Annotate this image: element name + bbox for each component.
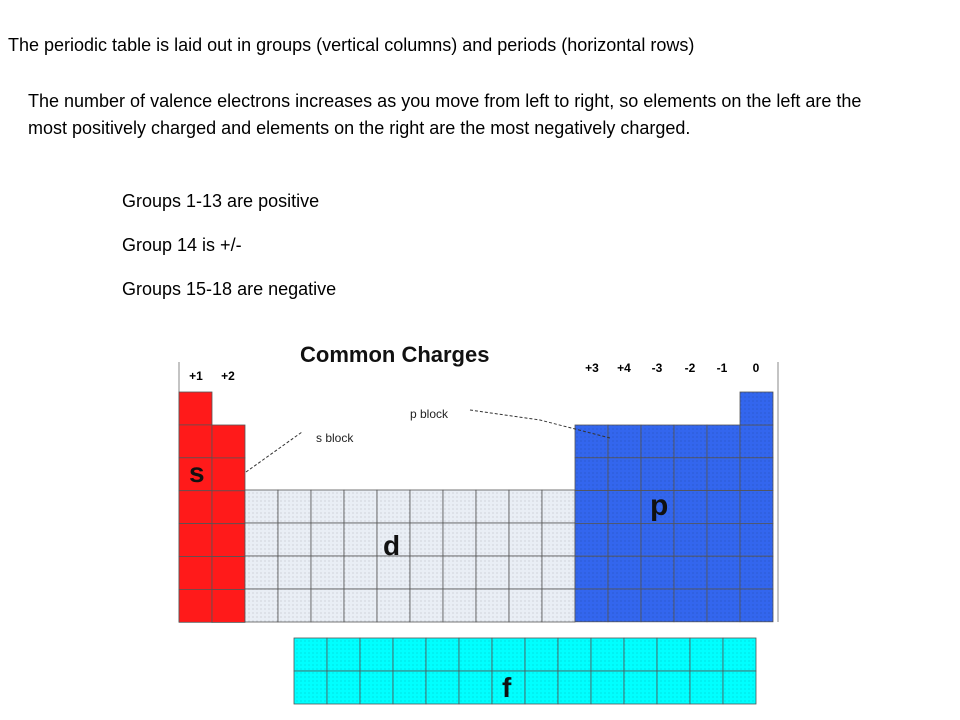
f-block-cell-texture	[459, 671, 492, 704]
p-block-cell-texture	[641, 556, 674, 589]
p-block-cell-texture	[707, 425, 740, 458]
f-block-cell-texture	[591, 671, 624, 704]
d-block-cell-texture	[278, 523, 311, 556]
p-block-cell-texture	[575, 556, 608, 589]
p-block-cell-texture	[575, 491, 608, 524]
d-block-cell-texture	[443, 523, 476, 556]
s-block-cell	[212, 491, 245, 524]
block-letter-s: s	[189, 457, 205, 488]
f-block-cell-texture	[657, 638, 690, 671]
s-block-cell	[212, 524, 245, 557]
s-block-cell	[179, 392, 212, 425]
block-letter-d: d	[383, 530, 401, 561]
d-block-cell-texture	[278, 556, 311, 589]
p-block-cell-texture	[575, 589, 608, 622]
f-block-cell-texture	[723, 671, 756, 704]
f-block-cell-texture	[360, 638, 393, 671]
s-block-cell	[179, 524, 212, 557]
f-block-cell-texture	[459, 638, 492, 671]
d-block-cell-texture	[542, 556, 575, 589]
block-letter-p: p	[650, 489, 669, 522]
p-block-cell-texture	[641, 425, 674, 458]
bullet-neutral: Group 14 is +/-	[122, 235, 242, 255]
f-block-cell-texture	[591, 638, 624, 671]
f-block-cell-texture	[393, 638, 426, 671]
p-block-cell-texture	[740, 458, 773, 491]
d-block-cell-texture	[377, 490, 410, 523]
f-block-cell-texture	[690, 638, 723, 671]
p-block-cell-texture	[641, 523, 674, 556]
f-block-cell-texture	[426, 671, 459, 704]
s-block-cell	[179, 589, 212, 622]
d-block-cell-texture	[476, 523, 509, 556]
p-block-cell-texture	[707, 589, 740, 622]
charge-label-plus2: +2	[221, 369, 235, 383]
s-block-label: s block	[316, 431, 354, 445]
charge-label-plus4: +4	[617, 361, 631, 375]
d-block-cell-texture	[344, 556, 377, 589]
p-block-cell-texture	[740, 589, 773, 622]
diagram-title: Common Charges	[300, 342, 490, 367]
s-block-cell	[179, 491, 212, 524]
p-block-cell-texture	[707, 523, 740, 556]
d-block-cell-texture	[344, 490, 377, 523]
d-block-cell-texture	[476, 556, 509, 589]
p-block-cell-texture	[740, 392, 773, 425]
d-block-cell-texture	[509, 523, 542, 556]
d-block-cell-texture	[542, 523, 575, 556]
d-block-cell-texture	[245, 556, 278, 589]
s-block-cell	[212, 557, 245, 590]
p-block-cell-texture	[674, 556, 707, 589]
block-letter-f: f	[502, 672, 512, 703]
d-block-cell-texture	[311, 589, 344, 622]
d-block-cell-texture	[311, 556, 344, 589]
bullet-positive: Groups 1-13 are positive	[122, 191, 320, 211]
table-cells	[179, 392, 773, 704]
p-block-cell-texture	[641, 458, 674, 491]
d-block-cell-texture	[278, 589, 311, 622]
p-block-cell-texture	[608, 425, 641, 458]
f-block-cell-texture	[525, 638, 558, 671]
p-block-cell-texture	[641, 589, 674, 622]
d-block-cell-texture	[245, 589, 278, 622]
s-block-cell	[212, 590, 245, 623]
p-block-cell-texture	[740, 491, 773, 524]
f-block-cell-texture	[327, 671, 360, 704]
f-block-cell-texture	[624, 671, 657, 704]
p-block-cell-texture	[707, 491, 740, 524]
p-block-cell-texture	[740, 556, 773, 589]
d-block-cell-texture	[509, 556, 542, 589]
p-block-cell-texture	[707, 556, 740, 589]
p-block-cell-texture	[608, 523, 641, 556]
f-block-cell-texture	[624, 638, 657, 671]
d-block-cell-texture	[443, 589, 476, 622]
d-block-cell-texture	[377, 589, 410, 622]
p-block-label: p block	[410, 407, 449, 421]
f-block-cell-texture	[558, 638, 591, 671]
p-block-cell-texture	[575, 523, 608, 556]
f-block-cell-texture	[294, 638, 327, 671]
p-block-cell-texture	[608, 491, 641, 524]
charge-label-minus1: -1	[716, 361, 728, 375]
f-block-cell-texture	[723, 638, 756, 671]
p-block-cell-texture	[575, 458, 608, 491]
f-block-cell-texture	[426, 638, 459, 671]
bullet-negative: Groups 15-18 are negative	[122, 279, 337, 299]
s-block-cell	[212, 458, 245, 491]
f-block-cell-texture	[360, 671, 393, 704]
d-block-cell-texture	[311, 523, 344, 556]
f-block-cell-texture	[294, 671, 327, 704]
charge-label-zero: 0	[752, 361, 760, 375]
p-block-cell-texture	[608, 458, 641, 491]
s-block-cell	[212, 425, 245, 458]
intro-text: The periodic table is laid out in groups (vertical columns) and periods (horizontal rows)	[8, 35, 695, 55]
p-block-cell-texture	[608, 589, 641, 622]
s-block-leader-line	[246, 432, 302, 472]
d-block-cell-texture	[509, 490, 542, 523]
d-block-cell-texture	[410, 490, 443, 523]
d-block-cell-texture	[278, 490, 311, 523]
p-block-cell-texture	[608, 556, 641, 589]
p-block-cell-texture	[674, 425, 707, 458]
d-block-cell-texture	[245, 523, 278, 556]
f-block-cell-texture	[492, 638, 525, 671]
d-block-cell-texture	[542, 589, 575, 622]
f-block-cell-texture	[327, 638, 360, 671]
f-block-cell-texture	[657, 671, 690, 704]
p-block-cell-texture	[740, 425, 773, 458]
charge-label-minus2: -2	[684, 361, 696, 375]
valence-paragraph: The number of valence electrons increases as you move from left to right, so elements on the left are the most positively charged and elements on the right are the most negatively charged.	[28, 91, 862, 138]
charge-label-plus3: +3	[585, 361, 599, 375]
d-block-cell-texture	[476, 589, 509, 622]
d-block-cell-texture	[476, 490, 509, 523]
f-block-cell-texture	[525, 671, 558, 704]
d-block-cell-texture	[410, 523, 443, 556]
charge-label-plus1: +1	[189, 369, 203, 383]
charge-label-minus3: -3	[651, 361, 663, 375]
d-block-cell-texture	[410, 556, 443, 589]
p-block-cell-texture	[674, 491, 707, 524]
d-block-cell-texture	[245, 490, 278, 523]
d-block-cell-texture	[509, 589, 542, 622]
d-block-cell-texture	[542, 490, 575, 523]
d-block-cell-texture	[311, 490, 344, 523]
d-block-cell-texture	[344, 523, 377, 556]
p-block-cell-texture	[674, 523, 707, 556]
f-block-cell-texture	[558, 671, 591, 704]
s-block-cell	[179, 557, 212, 590]
s-block-cell	[179, 425, 212, 458]
d-block-cell-texture	[443, 556, 476, 589]
p-block-cell-texture	[707, 458, 740, 491]
f-block-cell-texture	[393, 671, 426, 704]
d-block-cell-texture	[443, 490, 476, 523]
p-block-cell-texture	[740, 523, 773, 556]
d-block-cell-texture	[410, 589, 443, 622]
p-block-cell-texture	[674, 458, 707, 491]
p-block-cell-texture	[674, 589, 707, 622]
f-block-cell-texture	[690, 671, 723, 704]
d-block-cell-texture	[344, 589, 377, 622]
